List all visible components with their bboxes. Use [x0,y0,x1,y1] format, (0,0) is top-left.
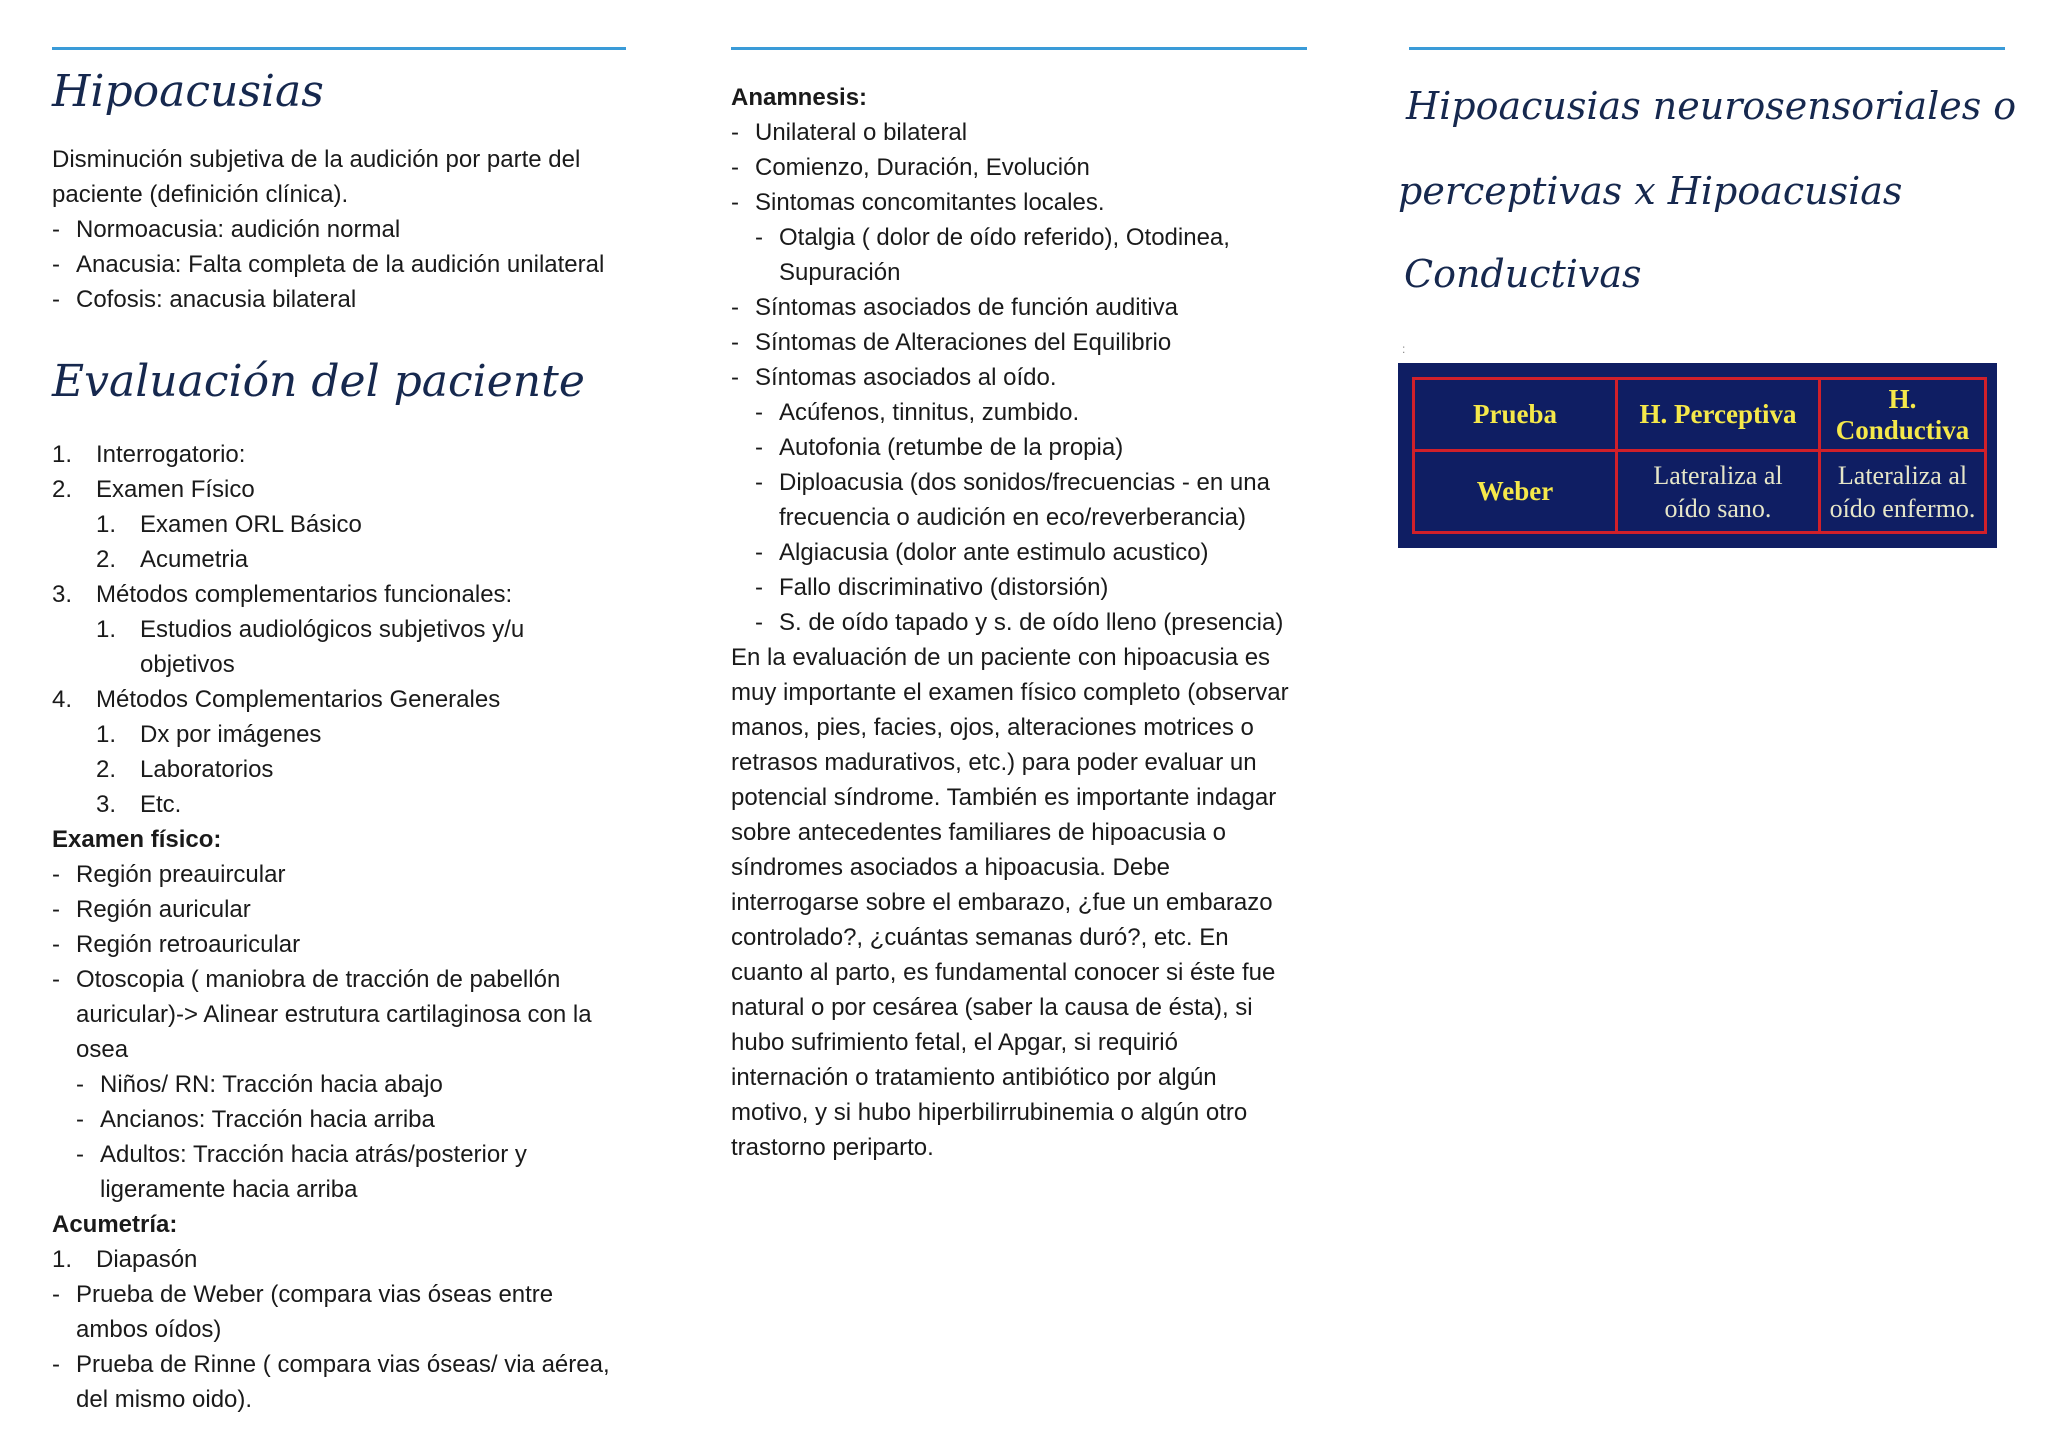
dash-bullet: - [755,609,763,636]
list-item: Normoacusia: audición normal [76,216,401,243]
list-item: Síntomas asociados de función auditiva [755,294,1178,321]
paragraph-line: controlado?, ¿cuántas semanas duró?, etc. En [731,924,1229,951]
list-item: frecuencia o audición en eco/reverberancia) [779,504,1246,531]
list-number: 2. [52,476,73,503]
dash-bullet: - [755,224,763,251]
list-number: 4. [52,686,73,713]
list-number: 1. [52,441,73,468]
subheading-examen-fisico: Examen físico: [52,826,222,853]
small-mark: : [1402,342,1406,356]
list-item: Región preauircular [76,861,286,888]
table-cell-line: Lateraliza al [1837,460,1968,490]
list-item: Estudios audiológicos subjetivos y/u [140,616,525,643]
dash-bullet: - [755,434,763,461]
list-item: Unilateral o bilateral [755,119,968,146]
table-cell [1820,451,1986,533]
dash-bullet: - [52,1281,60,1308]
dash-bullet: - [731,154,739,181]
section-title-hipoacusias: Hipoacusias [52,66,324,117]
paragraph-line: retrasos madurativos, etc.) para poder evaluar un [731,749,1257,776]
paragraph-line: natural o por cesárea (saber la causa de ésta), si [731,994,1253,1021]
dash-bullet: - [731,119,739,146]
list-item: Fallo discriminativo (distorsión) [779,574,1109,601]
list-item: Algiacusia (dolor ante estimulo acustico) [779,539,1209,566]
section-title-evaluacion: Evaluación del paciente [52,356,585,407]
dash-bullet: - [731,364,739,391]
table-header: H. Conductiva [1820,379,1986,451]
list-item: ambos oídos) [76,1316,222,1343]
dash-bullet: - [731,189,739,216]
list-item: Métodos Complementarios Generales [96,686,501,713]
table-header: H. Perceptiva [1617,379,1820,451]
list-item: Sintomas concomitantes locales. [755,189,1105,216]
table-row-label: Weber [1414,451,1617,533]
dash-bullet: - [76,1141,84,1168]
list-item: Prueba de Weber (compara vias óseas entre [76,1281,554,1308]
paragraph-line: internación o tratamiento antibiótico por algún [731,1064,1217,1091]
list-item: Interrogatorio: [96,441,246,468]
table-cell-line: oído sano. [1664,493,1772,523]
list-item: Región auricular [76,896,251,923]
paragraph-line: manos, pies, facies, ojos, alteraciones motrices o [731,714,1254,741]
comparison-table-image [1398,363,1997,548]
list-number: 1. [52,1246,73,1273]
paragraph-line: En la evaluación de un paciente con hipoacusia es [731,644,1271,671]
dash-bullet: - [755,574,763,601]
dash-bullet: - [52,1351,60,1378]
list-item: Autofonia (retumbe de la propia) [779,434,1124,461]
list-item: Acumetria [140,546,249,573]
subheading-anamnesis: Anamnesis: [731,84,868,111]
dash-bullet: - [731,294,739,321]
dash-bullet: - [755,539,763,566]
list-item: Anacusia: Falta completa de la audición unilateral [76,251,605,278]
dash-bullet: - [76,1106,84,1133]
list-item: Ancianos: Tracción hacia arriba [100,1106,435,1133]
list-number: 2. [96,546,117,573]
list-number: 1. [96,511,117,538]
list-item: Métodos complementarios funcionales: [96,581,513,608]
dash-bullet: - [755,399,763,426]
table-cell [1617,451,1820,533]
list-item: Diapasón [96,1246,198,1273]
divider-line [1409,47,2005,50]
list-item: del mismo oido). [76,1386,253,1413]
paragraph-line: interrogarse sobre el embarazo, ¿fue un embarazo [731,889,1273,916]
dash-bullet: - [52,251,60,278]
comparison-table [1412,377,1987,534]
section-title-line: Hipoacusias neurosensoriales o [1406,84,2017,128]
definition-text: paciente (definición clínica). [52,181,349,208]
list-item: Síntomas asociados al oído. [755,364,1057,391]
table-cell-line: oído enfermo. [1829,493,1976,523]
dash-bullet: - [52,966,60,993]
dash-bullet: - [731,329,739,356]
list-item: S. de oído tapado y s. de oído lleno (presencia) [779,609,1284,636]
list-item: Diploacusia (dos sonidos/frecuencias - en una [779,469,1270,496]
list-item: osea [76,1036,129,1063]
list-item: auricular)-> Alinear estrutura cartilaginosa con la [76,1001,592,1028]
list-item: Prueba de Rinne ( compara vias óseas/ via aérea, [76,1351,610,1378]
table-header: Prueba [1414,379,1617,451]
list-item: Cofosis: anacusia bilateral [76,286,357,313]
list-item: Otalgia ( dolor de oído referido), Otodinea, [779,224,1230,251]
paragraph-line: motivo, y si hubo hiperbilirrubinemia o algún otro [731,1099,1248,1126]
dash-bullet: - [52,896,60,923]
list-item: Comienzo, Duración, Evolución [755,154,1090,181]
list-item: Examen ORL Básico [140,511,362,538]
section-title-line: Conductivas [1404,252,1642,296]
table-cell-line: Lateraliza al [1653,460,1783,490]
list-number: 3. [96,791,117,818]
dash-bullet: - [52,931,60,958]
list-item: Etc. [140,791,182,818]
paragraph-line: síndromes asociados a hipoacusia. Debe [731,854,1170,881]
divider-line [52,47,626,50]
list-item: Supuración [779,259,901,286]
list-number: 1. [96,721,117,748]
list-item: Laboratorios [140,756,274,783]
dash-bullet: - [76,1071,84,1098]
paragraph-line: sobre antecedentes familiares de hipoacusia o [731,819,1226,846]
list-number: 1. [96,616,117,643]
dash-bullet: - [52,286,60,313]
subheading-acumetria: Acumetría: [52,1211,178,1238]
section-title-line: perceptivas x Hipoacusias [1398,169,1903,213]
list-item: ligeramente hacia arriba [100,1176,358,1203]
dash-bullet: - [52,216,60,243]
list-number: 2. [96,756,117,783]
list-item: Dx por imágenes [140,721,322,748]
list-item: Otoscopia ( maniobra de tracción de pabellón [76,966,561,993]
list-item: Región retroauricular [76,931,301,958]
list-item: Síntomas de Alteraciones del Equilibrio [755,329,1172,356]
dash-bullet: - [755,469,763,496]
paragraph-line: muy importante el examen físico completo (observar [731,679,1289,706]
list-item: Niños/ RN: Tracción hacia abajo [100,1071,443,1098]
definition-text: Disminución subjetiva de la audición por parte del [52,146,581,173]
divider-line [731,47,1307,50]
dash-bullet: - [52,861,60,888]
paragraph-line: hubo sufrimiento fetal, el Apgar, si requirió [731,1029,1178,1056]
list-item: Acúfenos, tinnitus, zumbido. [779,399,1080,426]
list-item: Adultos: Tracción hacia atrás/posterior y [100,1141,527,1168]
list-number: 3. [52,581,73,608]
paragraph-line: cuanto al parto, es fundamental conocer si éste fue [731,959,1276,986]
list-item: objetivos [140,651,235,678]
paragraph-line: trastorno periparto. [731,1134,934,1161]
paragraph-line: potencial síndrome. También es importante indagar [731,784,1277,811]
list-item: Examen Físico [96,476,255,503]
